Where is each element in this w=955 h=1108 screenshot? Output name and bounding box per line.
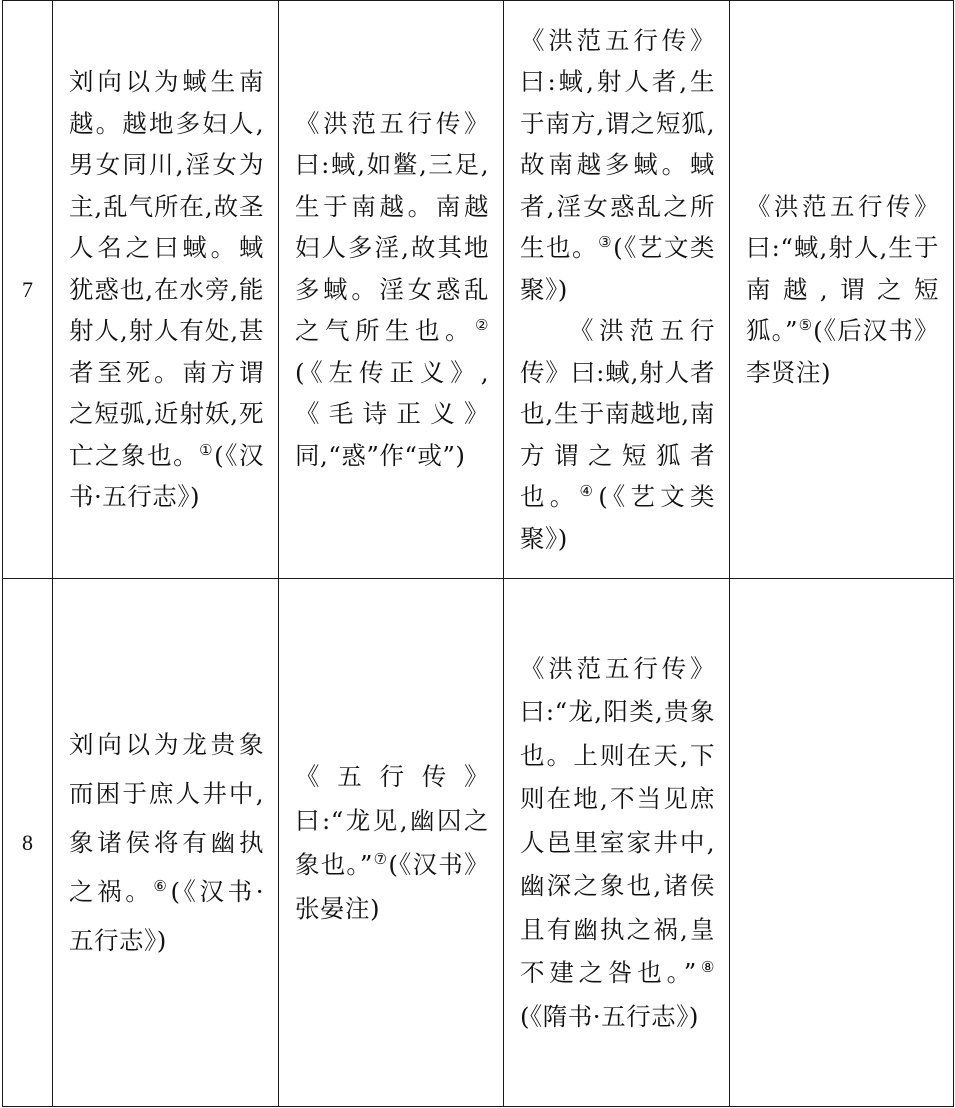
source-citation: (《汉书》张晏注) — [295, 849, 490, 923]
quote-text: 《洪范五行传》曰:蜮,如鳖,三足,生于南越。南越妇人多淫,故其地多蜮。淫女惑乱之气所生也。 — [295, 108, 489, 346]
footnote-marker: ② — [475, 316, 489, 335]
cell-text-block — [730, 186, 953, 394]
footnote-marker: ④ — [579, 482, 599, 501]
footnote-marker: ⑤ — [798, 316, 814, 335]
quote-text: 刘向以为龙贵象而困于庶人井中,象诸侯将有幽执之祸。 — [69, 730, 264, 906]
cell-text-block — [279, 755, 503, 931]
source-citation: (《艺文类聚》) — [520, 233, 716, 304]
table-cell — [504, 579, 730, 1107]
table-cell — [730, 1, 954, 579]
table-cell — [53, 579, 279, 1107]
table-row — [3, 1, 954, 579]
row-number — [3, 1, 53, 579]
footnote-marker: ⑧ — [696, 958, 715, 977]
row-number-text: 8 — [22, 829, 33, 855]
source-citation: (《隋书·五行志》) — [520, 1001, 699, 1031]
footnote-marker: ③ — [598, 233, 614, 252]
cell-text-block — [504, 647, 729, 1039]
table-row — [3, 579, 954, 1107]
quote-text: 刘向以为蜮生南越。越地多妇人,男女同川,淫女为主,乱气所在,故圣人名之曰蜮。蜮犹惑也,在水旁,能射人,射人有处,甚者至死。南方谓之短弧,近射妖,死亡之象也。 — [69, 67, 264, 470]
source-citation: (《汉书·五行志》) — [69, 440, 265, 512]
quote-text: 《五行传》曰:“龙见,幽囚之象也。” — [295, 761, 489, 879]
quote-text: 《洪范五行传》曰:“蜮,射人,生于南越,谓之短狐。” — [746, 191, 939, 346]
footnote-marker: ⑦ — [372, 849, 389, 868]
source-citation: (《艺文类聚》) — [520, 482, 716, 553]
table-cell — [504, 1, 730, 579]
source-citation: (《左传正义》,《毛诗正义》同,“惑”作“或”) — [295, 357, 489, 470]
cell-text-block — [279, 103, 503, 477]
source-citation: (《后汉书》李贤注) — [746, 316, 940, 387]
footnote-marker: ⑥ — [153, 877, 171, 895]
cell-text-block — [504, 20, 729, 311]
cell-text-block — [504, 310, 729, 559]
source-citation: (《汉书·五行志》) — [69, 877, 265, 955]
row-number — [3, 579, 53, 1107]
table-cell — [279, 1, 504, 579]
table-cell — [53, 1, 279, 579]
cell-text-block — [53, 61, 278, 518]
cell-text-block — [53, 720, 278, 965]
quote-text: 《洪范五行传》曰:“龙,阳类,贵象也。上则在天,下则在地,不当见庶人邑里室家井中,幽深之象也,诸侯且有幽执之祸,皇不建之咎也。” — [520, 653, 715, 988]
table-cell-empty — [730, 579, 954, 1107]
quote-text: 《洪范五行传》曰:蜮,射人者也,生于南越地,南方谓之短狐者也。 — [520, 316, 715, 512]
table-cell — [279, 579, 504, 1107]
comparison-table — [2, 0, 954, 1107]
row-number-text: 7 — [22, 276, 33, 302]
quote-text: 《洪范五行传》曰:蜮,射人者,生于南方,谓之短狐,故南越多蜮。蜮者,淫女惑乱之所生也。 — [520, 25, 715, 263]
footnote-marker: ① — [199, 440, 215, 459]
